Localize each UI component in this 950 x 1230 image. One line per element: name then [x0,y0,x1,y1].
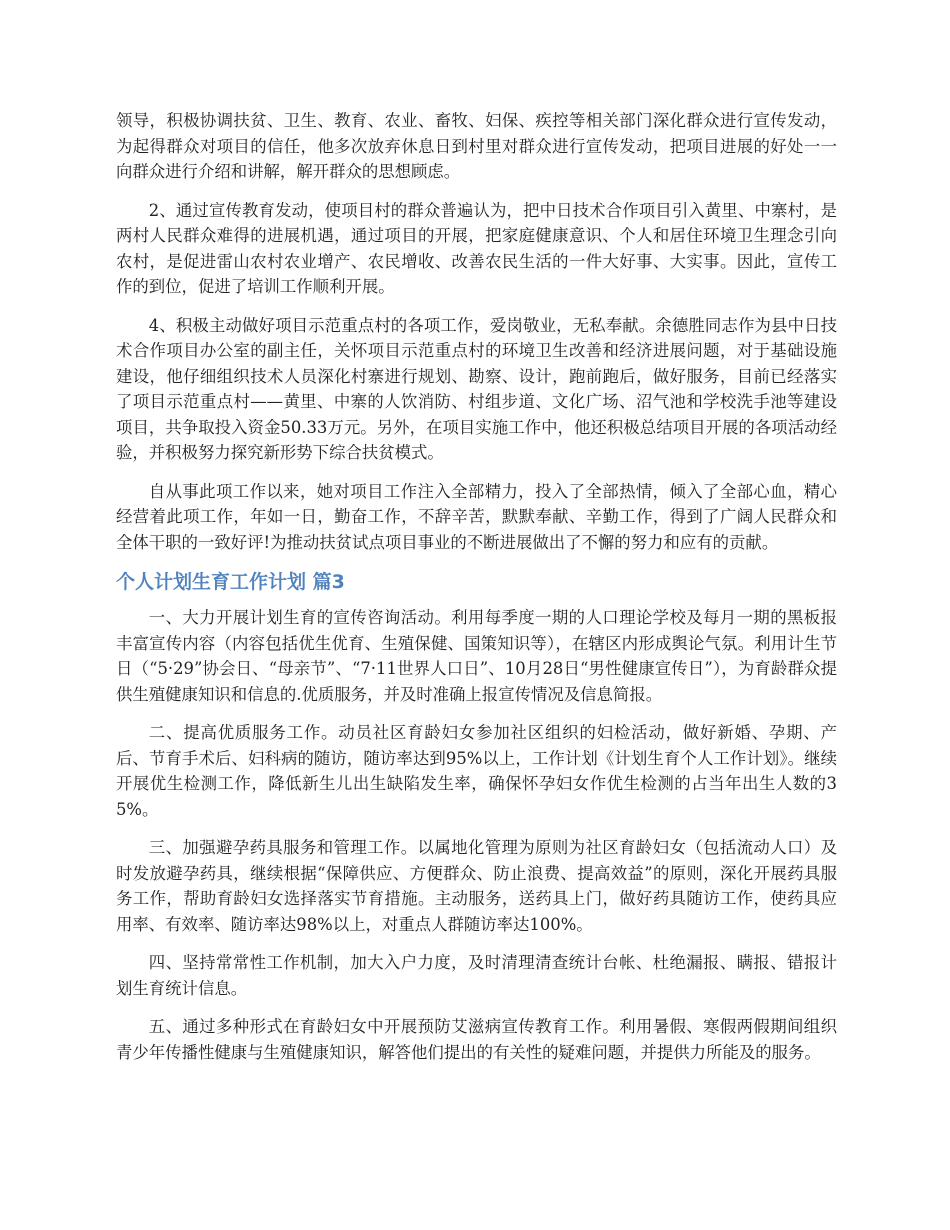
section-heading: 个人计划生育工作计划 篇3 [116,571,345,593]
paragraph: 4、积极主动做好项目示范重点村的各项工作，爱岗敬业，无私奉献。余德胜同志作为县中日技术合作项目办公室的副主任，关怀项目示范重点村的环境卫生改善和经济进展问题，对于基础设施建设，他仔细组织技术人员深化村寨进行规划、勘察、设计，跑前跑后，做好服务，目前已经落实了项目示范重点村——黄里、中寨的人饮消防、村组步道、文化广场、沼气池和学校洗手池等建设项目，共争取投入资金50.33万元。另外，在项目实施工作中，他还积极总结项目开展的各项活动经验，并积极努力探究新形势下综合扶贫模式。 [116,315,837,462]
paragraph: 2、通过宣传教育发动，使项目村的群众普遍认为，把中日技术合作项目引入黄里、中寨村，是两村人民群众难得的进展机遇，通过项目的开展，把家庭健康意识、个人和居住环境卫生理念引向农村，是促进雷山农村农业增产、农民增收、改善农民生活的一件大好事、大实事。因此，宣传工作的到位，促进了培训工作顺利开展。 [116,200,837,296]
paragraph: 一、大力开展计划生育的宣传咨询活动。利用每季度一期的人口理论学校及每月一期的黑板报丰富宣传内容（内容包括优生优育、生殖保健、国策知识等），在辖区内形成舆论气氛。利用计生节日（“5·29”协会日、“母亲节”、“7·11世界人口日”、10月28日“男性健康宣传日”），为育龄群众提供生殖健康知识和信息的.优质服务，并及时准确上报宣传情况及信息简报。 [116,608,837,704]
paragraph: 领导，积极协调扶贫、卫生、教育、农业、畜牧、妇保、疾控等相关部门深化群众进行宣传发动，为起得群众对项目的信任，他多次放弃休息日到村里对群众进行宣传发动，把项目进展的好处一一向群众进行介绍和讲解，解开群众的思想顾虑。 [116,111,837,181]
paragraph: 二、提高优质服务工作。动员社区育龄妇女参加社区组织的妇检活动，做好新婚、孕期、产后、节育手术后、妇科病的随访，随访率达到95%以上，工作计划《计划生育个人工作计划》。继续开展优生检测工作，降低新生儿出生缺陷发生率，确保怀孕妇女作优生检测的占当年出生人数的35%。 [116,723,837,819]
paragraph: 三、加强避孕药具服务和管理工作。以属地化管理为原则为社区育龄妇女（包括流动人口）及时发放避孕药具，继续根据“保障供应、方便群众、防止浪费、提高效益”的原则，深化开展药具服务工作，帮助育龄妇女选择落实节育措施。主动服务，送药具上门，做好药具随访工作，使药具应用率、有效率、随访率达98%以上，对重点人群随访率达100%。 [116,838,837,934]
paragraph: 自从事此项工作以来，她对项目工作注入全部精力，投入了全部热情，倾入了全部心血，精心经营着此项工作，年如一日，勤奋工作，不辞辛苦，默默奉献、辛勤工作，得到了广阔人民群众和全体干职的一致好评!为推动扶贫试点项目事业的不断进展做出了不懈的努力和应有的贡献。 [116,481,837,552]
paragraph: 五、通过多种形式在育龄妇女中开展预防艾滋病宣传教育工作。利用暑假、寒假两假期间组织青少年传播性健康与生殖健康知识，解答他们提出的有关性的疑难问题，并提供力所能及的服务。 [116,1017,837,1062]
paragraph: 四、坚持常常性工作机制，加大入户力度，及时清理清查统计台帐、杜绝漏报、瞒报、错报计划生育统计信息。 [116,953,837,998]
